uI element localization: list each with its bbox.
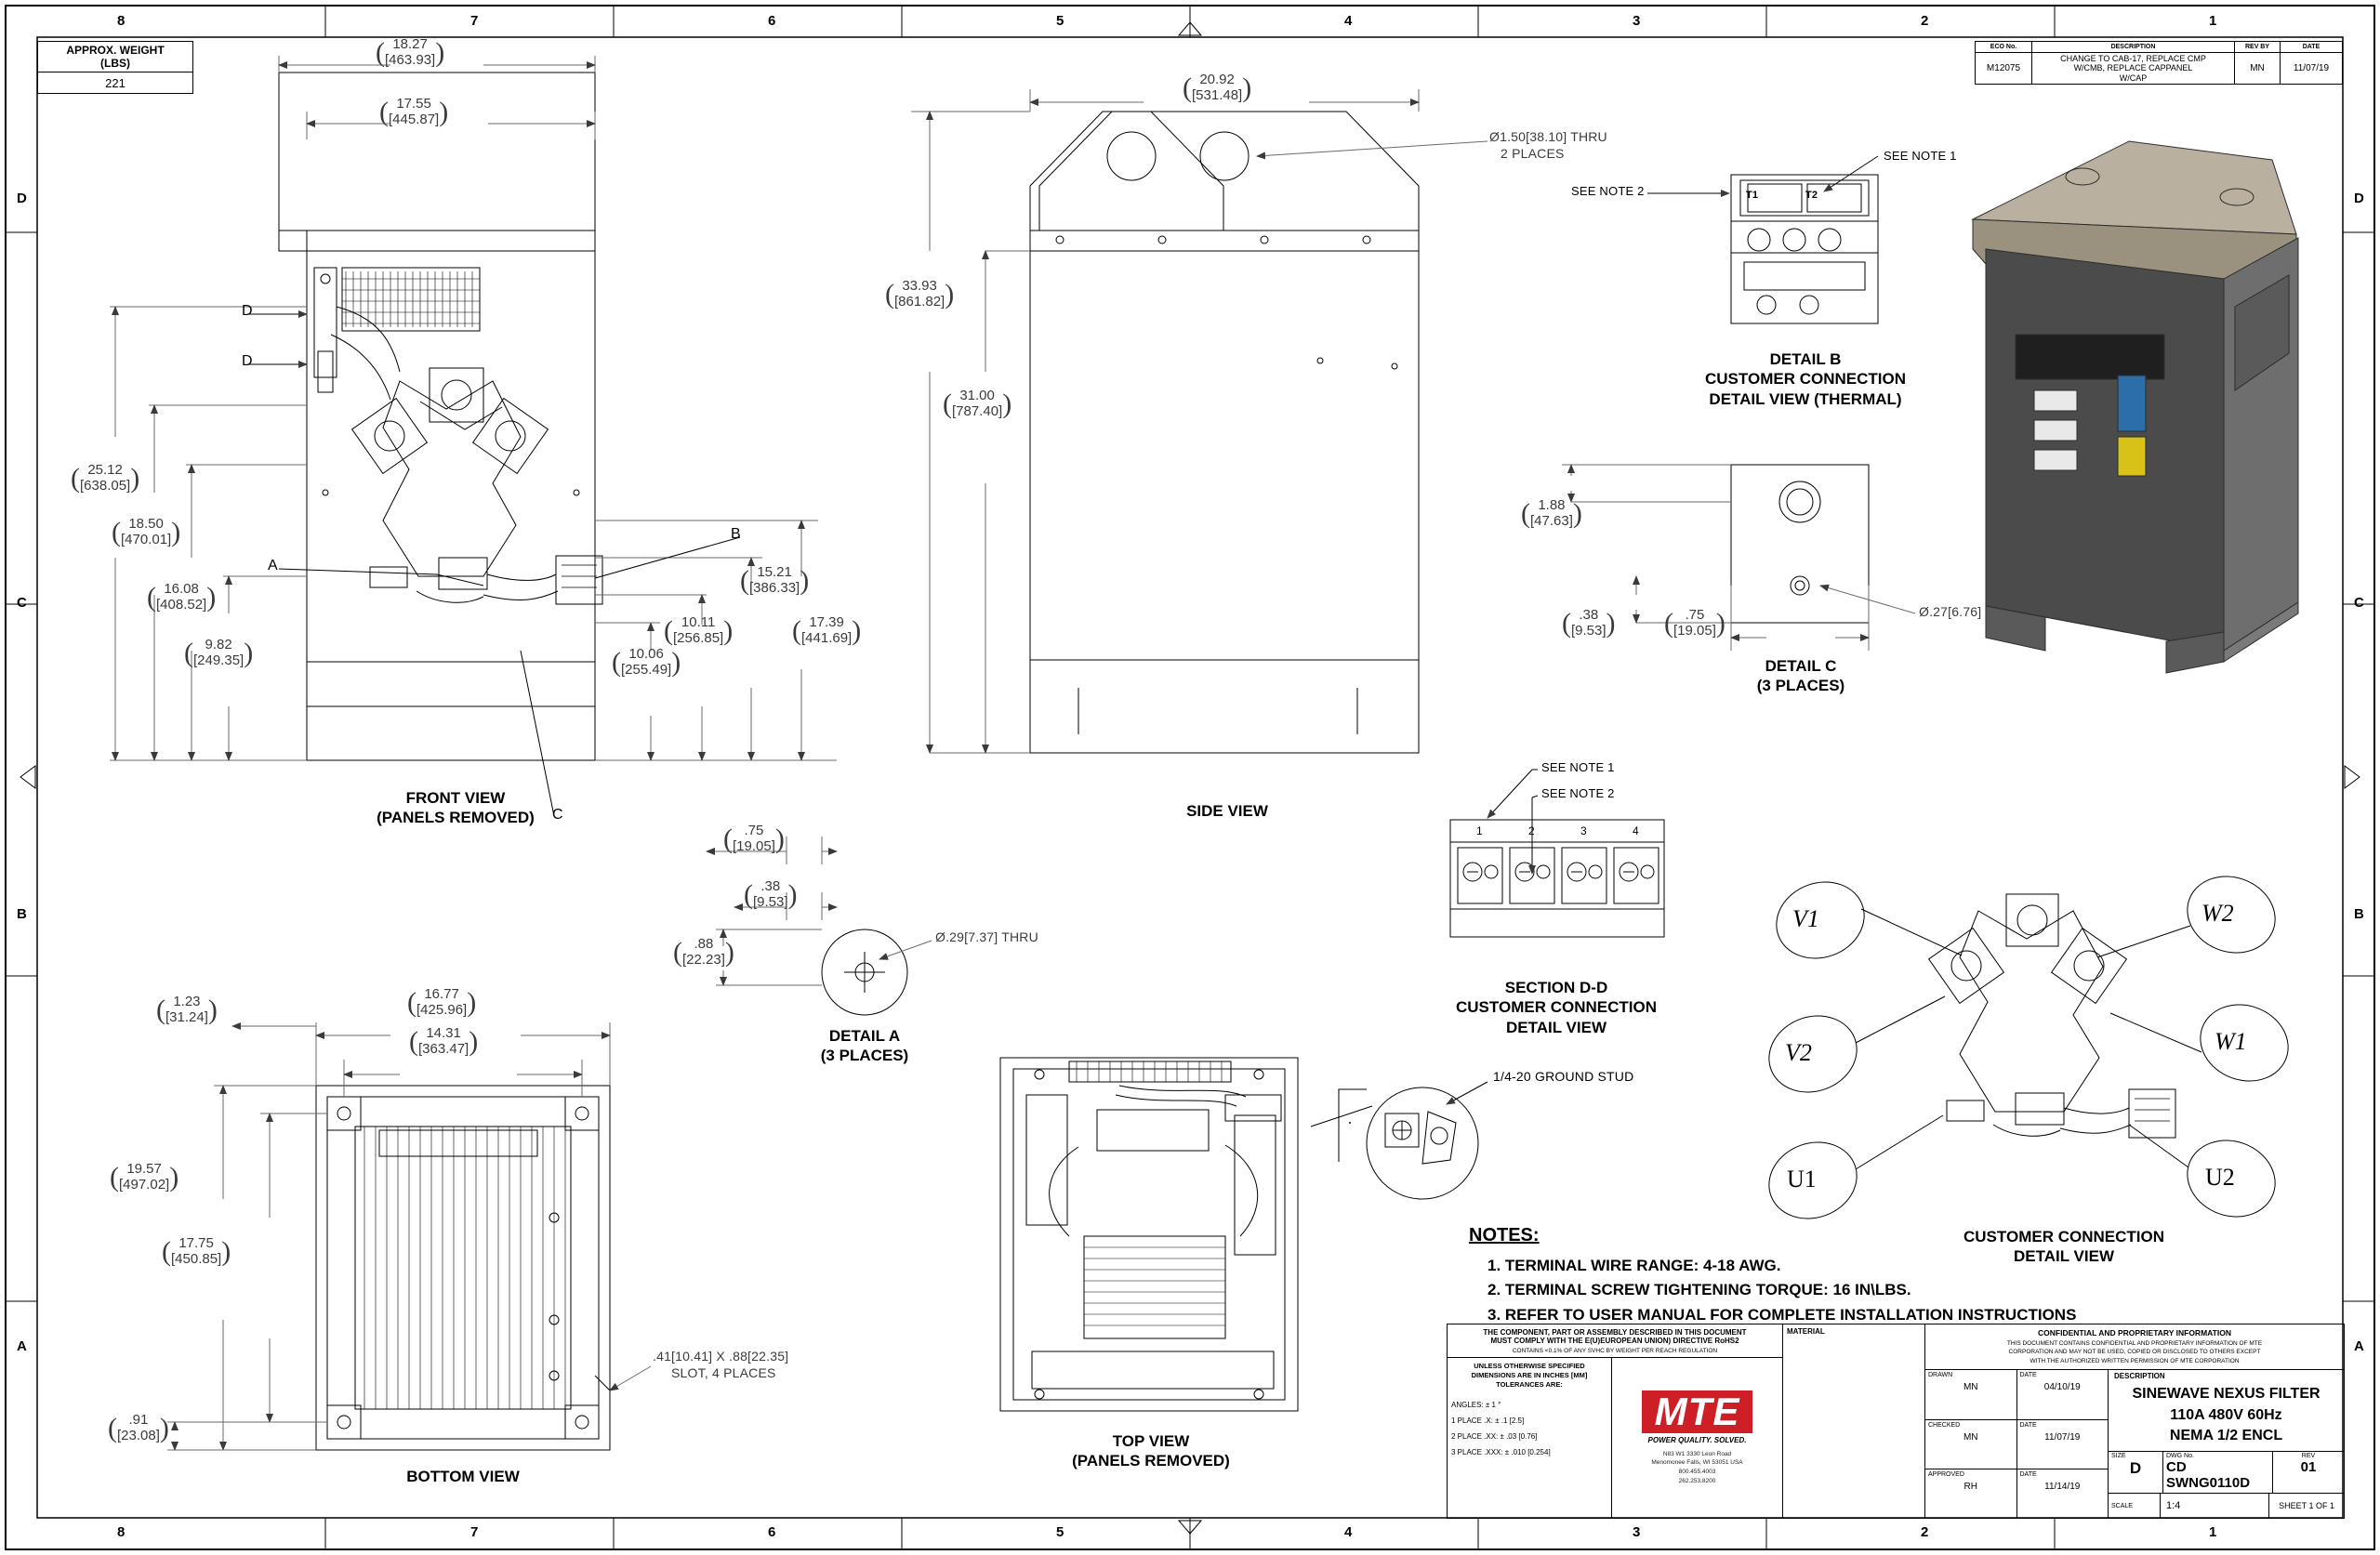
rev-desc-3: W/CAP	[2119, 72, 2148, 83]
detail-a-hole-callout: Ø.29[7.37] THRU	[935, 929, 1038, 944]
rev-header-revby: REV BY	[2235, 42, 2281, 53]
side-dim-20-92: ( 20.92 [531.48] )	[1183, 72, 1252, 103]
front-dim-17-55: ( 17.55 [445.87] )	[379, 96, 449, 127]
rev-header-desc: DESCRIPTION	[2032, 42, 2235, 53]
zone-row-b-right: B	[2354, 906, 2364, 922]
size-block: SIZE D	[2109, 1452, 2163, 1493]
front-dim-16-08: ( 16.08 [408.52] )	[147, 581, 217, 613]
zone-col-3-top: 3	[1633, 13, 1641, 29]
zone-row-d-left: D	[17, 191, 27, 206]
section-dd-title: SECTION D-D CUSTOMER CONNECTION DETAIL VIEW	[1456, 979, 1657, 1036]
zone-row-a-right: A	[2354, 1338, 2364, 1354]
front-dim-18-50: ( 18.50 [470.01] )	[112, 516, 181, 547]
detail-b-see-note-1: SEE NOTE 1	[1884, 149, 1957, 163]
section-dd-see-note-1: SEE NOTE 1	[1541, 760, 1615, 774]
bottom-dim-16-77: ( 16.77 [425.96] )	[407, 986, 477, 1018]
dwg-no-block: DWG No. CD SWNG0110D	[2163, 1452, 2273, 1493]
tolerance-block: UNLESS OTHERWISE SPECIFIED DIMENSIONS ARE IN INCHES [MM] TOLERANCES ARE: ANGLES: ± 1 ° 1 PLACE .X: ± .1 [2.5] 2 PLACE .XX: ± .03 [0.76] 3 PLACE .XXX: ± .010 [0.254]	[1448, 1358, 1612, 1518]
description-block: DESCRIPTION SINEWAVE NEXUS FILTER 110A 480V 60Hz NEMA 1/2 ENCL	[2109, 1370, 2344, 1452]
connection-label-v2: V2	[1785, 1039, 1812, 1066]
company-logo-block: MTE POWER QUALITY. SOLVED. N83 W1 3330 Leon Road Menomonee Falls, WI 53051 USA 800.455.4003 262.253.8200	[1612, 1358, 1782, 1518]
detail-b-see-note-2: SEE NOTE 2	[1571, 184, 1645, 198]
front-dim-10-06: ( 10.06 [255.49] )	[612, 646, 681, 678]
front-dim-9-82: ( 9.82 [249.35] )	[184, 637, 254, 668]
description-line-2: 110A 480V 60Hz	[2170, 1406, 2282, 1423]
weight-title-2: (LBS)	[100, 57, 130, 70]
detail-a-dim-0-75: ( .75 [19.05] )	[723, 823, 785, 854]
connection-label-v1: V1	[1792, 905, 1819, 932]
detail-c-dim-0-38: ( .38 [9.53] )	[1562, 607, 1616, 639]
zone-col-6-top: 6	[768, 13, 776, 29]
rev-by: MN	[2235, 53, 2281, 85]
detail-c-dim-1-88: ( 1.88 [47.63] )	[1521, 497, 1582, 529]
rev-header-date: DATE	[2281, 42, 2343, 53]
zone-col-7-top: 7	[470, 13, 479, 29]
note-item-2: 2. TERMINAL SCREW TIGHTENING TORQUE: 16 IN\LBS.	[1488, 1281, 1911, 1299]
notes-block	[1469, 1225, 2076, 1327]
sheet-value: SHEET 1 OF 1	[2268, 1494, 2344, 1518]
detail-c-hole-callout: Ø.27[6.76]	[1919, 604, 1982, 619]
detail-a-dim-0-88: ( .88 [22.23] )	[673, 936, 734, 968]
rev-desc-1: CHANGE TO CAB-17, REPLACE CMP	[2060, 54, 2206, 63]
rev-header-eco: ECO No.	[1976, 42, 2032, 53]
front-callout-d-upper: D	[242, 303, 253, 319]
section-dd-terminal-2: 2	[1528, 824, 1535, 837]
rev-eco: M12075	[1976, 53, 2032, 85]
side-hole-callout: Ø1.50[38.10] THRU 2 PLACES	[1489, 129, 1607, 162]
approved-by-value: RH	[1964, 1481, 1977, 1492]
connection-label-w2: W2	[2202, 900, 2234, 927]
section-dd-see-note-2: SEE NOTE 2	[1541, 786, 1615, 800]
zone-col-8-bottom: 8	[117, 1524, 126, 1540]
section-dd-terminal-1: 1	[1476, 824, 1483, 837]
bottom-dim-17-75: ( 17.75 [450.85] )	[162, 1235, 231, 1267]
note-item-3: 3. REFER TO USER MANUAL FOR COMPLETE INSTALLATION INSTRUCTIONS	[1488, 1305, 2077, 1324]
detail-b-title: DETAIL B CUSTOMER CONNECTION DETAIL VIEW (THERMAL)	[1705, 350, 1906, 408]
top-view-title: TOP VIEW (PANELS REMOVED)	[1072, 1432, 1230, 1470]
note-item-1: 1. TERMINAL WIRE RANGE: 4-18 AWG.	[1488, 1257, 1781, 1274]
side-dim-31-00: ( 31.00 [787.40] )	[943, 388, 1012, 419]
front-callout-c: C	[552, 807, 563, 823]
front-dim-17-39: ( 17.39 [441.69] )	[792, 614, 862, 646]
checked-date-value: 11/07/19	[2044, 1431, 2081, 1443]
connection-label-u1: U1	[1787, 1166, 1817, 1193]
zone-col-5-top: 5	[1056, 13, 1064, 29]
front-dim-18-27: ( 18.27 [463.93] )	[376, 36, 445, 68]
front-callout-a: A	[268, 558, 278, 573]
tolerance-angles: ANGLES: ± 1 °	[1451, 1401, 1501, 1410]
mte-logo: MTE	[1642, 1390, 1753, 1433]
connection-label-w1: W1	[2215, 1028, 2247, 1055]
dwg-no-value: CD SWNG0110D	[2166, 1459, 2251, 1491]
zone-row-a-left: A	[17, 1338, 27, 1354]
description-line-1: SINEWAVE NEXUS FILTER	[2132, 1386, 2320, 1403]
zone-row-b-left: B	[17, 906, 27, 922]
notes-heading: NOTES:	[1469, 1225, 1540, 1245]
side-dim-33-93: ( 33.93 [861.82] )	[885, 278, 955, 310]
bottom-dim-19-57: ( 19.57 [497.02] )	[110, 1161, 179, 1193]
checked-by-value: MN	[1963, 1431, 1978, 1443]
tolerance-1place: 1 PLACE .X: ± .1 [2.5]	[1451, 1417, 1525, 1426]
bottom-slot-callout: .41[10.41] X .88[22.35] SLOT, 4 PLACES	[653, 1349, 789, 1381]
rev-date: 11/07/19	[2281, 53, 2343, 85]
section-dd-terminal-4: 4	[1633, 824, 1639, 837]
scale-value: 1:4	[2166, 1500, 2181, 1511]
zone-col-4-top: 4	[1344, 13, 1353, 29]
description-line-3: NEMA 1/2 ENCL	[2169, 1428, 2283, 1444]
detail-a-dim-0-38: ( .38 [9.53] )	[744, 878, 798, 910]
weight-value: 221	[38, 72, 193, 94]
tolerance-2place: 2 PLACE .XX: ± .03 [0.76]	[1451, 1431, 1538, 1441]
material-block: MATERIAL	[1783, 1324, 1925, 1518]
detail-c-dim-0-75: ( .75 [19.05] )	[1664, 607, 1726, 639]
detail-c-title: DETAIL C (3 PLACES)	[1756, 657, 1845, 695]
bottom-view-title: BOTTOM VIEW	[406, 1468, 520, 1485]
bottom-dim-14-31: ( 14.31 [363.47] )	[409, 1025, 479, 1057]
detail-b-terminal-t1: T1	[1746, 190, 1759, 201]
zone-col-8-top: 8	[117, 13, 126, 29]
zone-col-2-top: 2	[1921, 13, 1929, 29]
zone-row-c-left: C	[17, 595, 27, 611]
zone-col-5-bottom: 5	[1056, 1524, 1064, 1540]
drawn-date-value: 04/10/19	[2043, 1382, 2081, 1393]
front-dim-25-12: ( 25.12 [638.05] )	[71, 462, 140, 494]
zone-col-3-bottom: 3	[1633, 1524, 1641, 1540]
rohs-block: THE COMPONENT, PART OR ASSEMBLY DESCRIBED IN THIS DOCUMENT MUST COMPLY WITH THE E(U)EUROPEAN UNION) DIRECTIVE RoHS2 CONTAINS <0.1% OF ANY SVHC BY WEIGHT PER REACH REGULATION	[1448, 1324, 1782, 1358]
confidential-block: CONFIDENTIAL AND PROPRIETARY INFORMATION THIS DOCUMENT CONTAINS CONFIDENTIAL AND PROPRIETARY INFORMATION OF MTE CORPORATION AND MAY NOT BE USED, COPIED OR DISCLOSED TO OTHERS EXCEPT WITH THE AUTHORIZED WRITTEN PERMISSION OF MTE CORPORATION	[1925, 1324, 2344, 1370]
approved-date-value: 11/14/19	[2044, 1481, 2081, 1492]
side-view-title: SIDE VIEW	[1186, 802, 1268, 820]
front-callout-b: B	[731, 526, 741, 542]
rev-desc-2: W/CMB, REPLACE CAPPANEL	[2073, 63, 2193, 73]
zone-col-7-bottom: 7	[470, 1524, 479, 1540]
rev-block: REV 01	[2273, 1452, 2344, 1493]
zone-row-c-right: C	[2354, 595, 2364, 611]
front-dim-15-21: ( 15.21 [386.33] )	[740, 564, 810, 596]
weight-title-1: APPROX. WEIGHT	[66, 44, 165, 57]
detail-a-title: DETAIL A (3 PLACES)	[820, 1027, 909, 1065]
signoff-block: DRAWN MN DATE 04/10/19 CHECKED MN DATE 11/07/19 APPROVED RH DATE 11/14/19	[1925, 1370, 2109, 1518]
detail-b-terminal-t2: T2	[1805, 190, 1818, 201]
connection-label-u2: U2	[2205, 1164, 2235, 1191]
title-block	[1447, 1324, 2345, 1519]
drawn-by-value: MN	[1963, 1382, 1978, 1393]
rev-value-title: 01	[2300, 1459, 2317, 1475]
zone-col-6-bottom: 6	[768, 1524, 776, 1540]
front-dim-10-11: ( 10.11 [256.85] )	[664, 614, 734, 646]
zone-col-2-bottom: 2	[1921, 1524, 1929, 1540]
bottom-dim-1-23: ( 1.23 [31.24] )	[156, 994, 218, 1025]
zone-col-4-bottom: 4	[1344, 1524, 1353, 1540]
ground-stud-callout: 1/4-20 GROUND STUD	[1493, 1069, 1634, 1084]
front-view-title: FRONT VIEW (PANELS REMOVED)	[377, 789, 535, 827]
company-tagline: POWER QUALITY. SOLVED.	[1647, 1435, 1747, 1444]
zone-col-1-bottom: 1	[2209, 1524, 2217, 1540]
front-callout-d-lower: D	[242, 353, 253, 369]
customer-connection-title: CUSTOMER CONNECTION DETAIL VIEW	[1964, 1228, 2164, 1266]
scale-block: SCALE	[2109, 1494, 2161, 1518]
zone-col-1-top: 1	[2209, 13, 2217, 29]
tolerance-3place: 3 PLACE .XXX: ± .010 [0.254]	[1451, 1447, 1551, 1456]
section-dd-terminal-3: 3	[1580, 824, 1587, 837]
bottom-dim-0-91: ( .91 [23.08] )	[108, 1412, 169, 1443]
zone-row-d-right: D	[2354, 191, 2364, 206]
